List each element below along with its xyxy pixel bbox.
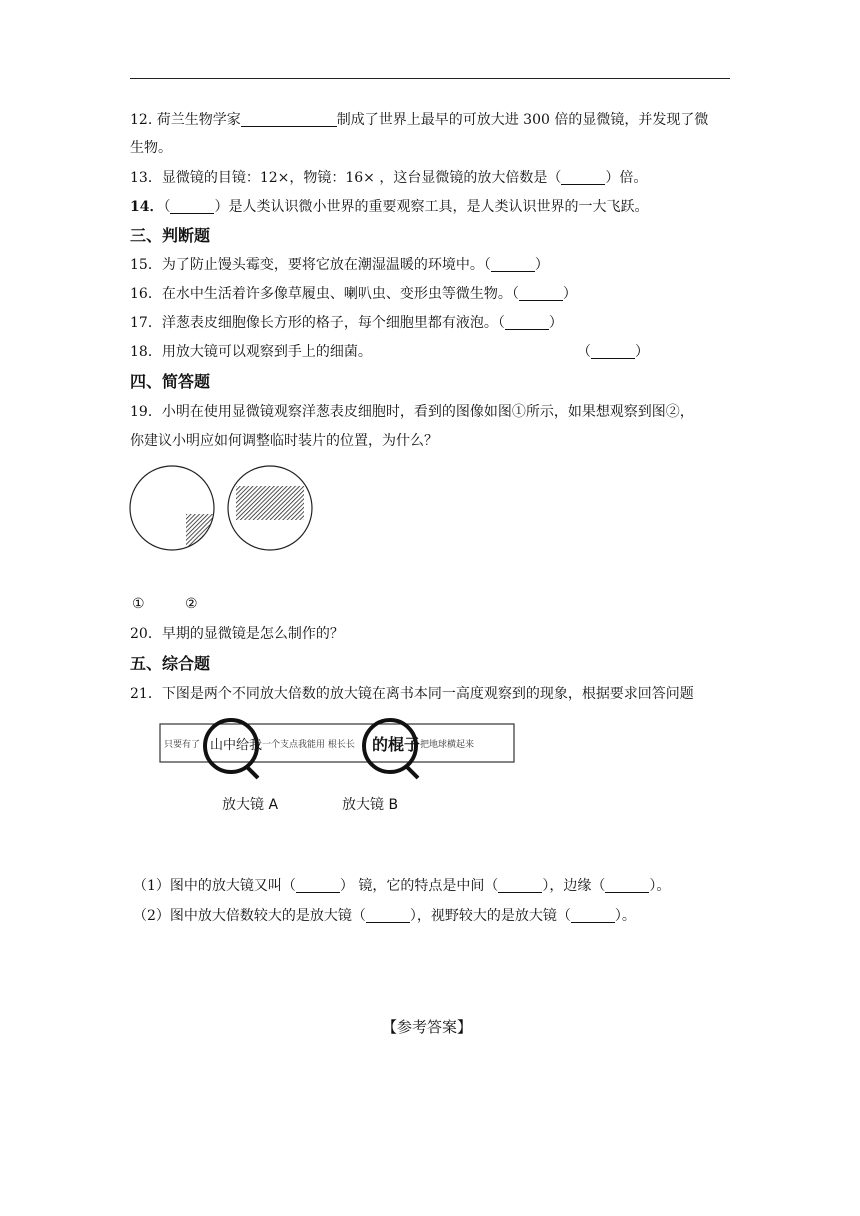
q14-open: （ (163, 199, 171, 215)
view-2-circle (228, 466, 312, 550)
q17-text: 17．洋葱表皮细胞像长方形的格子，每个细胞里都有液泡。（ (130, 315, 505, 331)
question-21-1 (133, 876, 670, 896)
q14-text: ）是人类认识微小世界的重要观察工具，是人类认识世界的一大飞跃。 (214, 199, 649, 215)
question-21-2 (133, 906, 636, 926)
q18-open: （ (577, 344, 591, 360)
magnifier-b-label: 放大镜 B (342, 797, 399, 813)
q21-2-p1: （2）图中放大倍数较大的是放大镜（ (133, 908, 366, 924)
q21-1-p1: （1）图中的放大镜又叫（ (133, 878, 296, 894)
strip-text-left: 只要有了 (164, 740, 201, 750)
figure-19-microscope-views (128, 462, 318, 558)
q21-1-blank-1[interactable] (296, 878, 340, 893)
question-17 (130, 313, 563, 333)
section-comprehensive: 五、综合题 (130, 654, 211, 673)
q21-2-blank-1[interactable] (366, 908, 410, 923)
question-18 (130, 342, 372, 362)
strip-text-right: 把地球横起来 (420, 740, 475, 750)
q17-close: ） (548, 315, 563, 331)
q12-number: 12. (130, 112, 153, 128)
section-judgment: 三、判断题 (130, 226, 211, 245)
q18-answer-slot (577, 342, 649, 362)
q21-1-p2: ） 镜，它的特点是中间（ (339, 878, 499, 894)
question-13 (130, 168, 647, 188)
q17-blank[interactable] (505, 315, 549, 330)
section-short-answer: 四、简答题 (130, 372, 211, 391)
q16-blank[interactable] (519, 286, 563, 301)
question-19-line2: 你建议小明应如何调整临时装片的位置，为什么？ (130, 433, 438, 449)
q18-close: ） (635, 344, 649, 360)
strip-text-mid: 一个支点我能用 根长长 (262, 740, 355, 750)
q12-text-after: 制成了世界上最早的可放大进 300 倍的显微镜，并发现了微 (336, 112, 709, 128)
q21-1-p3: ），边缘（ (542, 878, 606, 894)
q14-blank[interactable] (170, 199, 214, 214)
q13-text: 13．显微镜的目镜：12×，物镜：16× ，这台显微镜的放大倍数是（ (130, 170, 562, 186)
question-20: 20．早期的显微镜是怎么制作的？ (130, 626, 344, 642)
figure-21-magnifiers (158, 718, 518, 784)
q12-text-before: 荷兰生物学家 (156, 112, 241, 128)
question-15 (130, 255, 549, 275)
question-12-cont: 生物。 (130, 140, 172, 156)
q18-text: 18．用放大镜可以观察到手上的细菌。 (130, 344, 372, 360)
q21-1-blank-3[interactable] (605, 878, 649, 893)
q21-2-p3: ）。 (614, 908, 636, 924)
q18-blank[interactable] (591, 344, 635, 359)
q21-2-p2: ），视野较大的是放大镜（ (409, 908, 571, 924)
answer-key-title: 【参考答案】 (382, 1018, 473, 1036)
q21-1-blank-2[interactable] (498, 878, 542, 893)
q16-close: ） (562, 286, 577, 302)
fig19-label-2: ② (185, 596, 198, 612)
lens-b-text: 的棍子 (372, 735, 421, 754)
question-14 (130, 197, 648, 217)
q15-close: ） (534, 257, 549, 273)
magnifier-a-label: 放大镜 A (222, 797, 279, 813)
question-12 (130, 110, 708, 130)
q16-text: 16．在水中生活着许多像草履虫、喇叭虫、变形虫等微生物。（ (130, 286, 519, 302)
q21-2-blank-2[interactable] (571, 908, 615, 923)
question-19-line1: 19．小明在使用显微镜观察洋葱表皮细胞时，看到的图像如图①所示，如果想观察到图②， (130, 404, 694, 420)
q13-blank[interactable] (561, 170, 605, 185)
q12-blank[interactable] (241, 112, 337, 127)
question-16 (130, 284, 577, 304)
fig19-label-1: ① (132, 596, 145, 612)
q15-blank[interactable] (491, 257, 535, 272)
q14-number: 14． (130, 199, 164, 215)
question-21: 21．下图是两个不同放大倍数的放大镜在离书本同一高度观察到的现象，根据要求回答问题 (130, 686, 694, 702)
q21-1-p4: ）。 (649, 878, 671, 894)
header-rule (130, 78, 730, 79)
view-1-circle (130, 466, 226, 554)
lens-a-text: 山中给我 (210, 738, 263, 753)
q15-text: 15．为了防止馒头霉变，要将它放在潮湿温暖的环境中。（ (130, 257, 491, 273)
q13-text-after: ）倍。 (605, 170, 648, 186)
